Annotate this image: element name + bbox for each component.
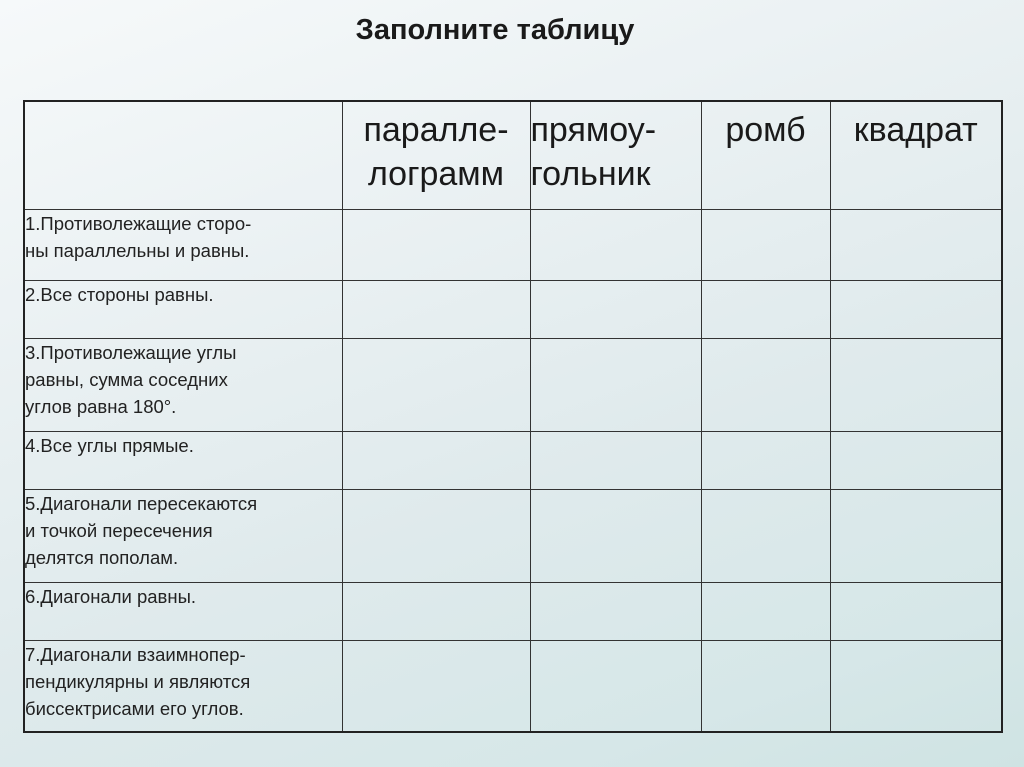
answer-cell[interactable] <box>530 431 701 489</box>
answer-cell[interactable] <box>701 338 830 431</box>
property-cell-6: 6.Диагонали равны. <box>24 582 342 640</box>
page-title: Заполните таблицу <box>355 14 635 46</box>
answer-cell[interactable] <box>701 640 830 732</box>
column-header-rhombus: ромб <box>701 101 830 209</box>
answer-cell[interactable] <box>530 338 701 431</box>
table-row <box>24 338 1002 431</box>
table-row <box>24 582 1002 640</box>
property-cell-7: 7.Диагонали взаимнопер- пендикулярны и являются биссектрисами его углов. <box>24 640 342 732</box>
answer-cell[interactable] <box>342 640 530 732</box>
answer-cell[interactable] <box>342 489 530 582</box>
answer-cell[interactable] <box>342 338 530 431</box>
answer-cell[interactable] <box>701 209 830 280</box>
answer-cell[interactable] <box>701 582 830 640</box>
property-cell-4: 4.Все углы прямые. <box>24 431 342 489</box>
answer-cell[interactable] <box>530 489 701 582</box>
answer-cell[interactable] <box>701 489 830 582</box>
corner-cell <box>24 101 342 209</box>
property-cell-1: 1.Противолежащие сторо- ны параллельны и равны. <box>24 209 342 280</box>
answer-cell[interactable] <box>830 280 1002 338</box>
answer-cell[interactable] <box>530 209 701 280</box>
answer-cell[interactable] <box>830 582 1002 640</box>
table-header-row <box>24 101 1002 209</box>
answer-cell[interactable] <box>830 338 1002 431</box>
table-row <box>24 209 1002 280</box>
table-row <box>24 280 1002 338</box>
answer-cell[interactable] <box>342 431 530 489</box>
table-row <box>24 431 1002 489</box>
column-header-rectangle: прямоу- гольник <box>530 101 701 209</box>
answer-cell[interactable] <box>530 280 701 338</box>
answer-cell[interactable] <box>342 209 530 280</box>
table-row <box>24 489 1002 582</box>
column-header-parallelogram: паралле- лограмм <box>342 101 530 209</box>
answer-cell[interactable] <box>342 280 530 338</box>
table-row <box>24 640 1002 732</box>
answer-cell[interactable] <box>830 489 1002 582</box>
answer-cell[interactable] <box>830 209 1002 280</box>
property-cell-2: 2.Все стороны равны. <box>24 280 342 338</box>
answer-cell[interactable] <box>701 280 830 338</box>
answer-cell[interactable] <box>530 582 701 640</box>
property-cell-3: 3.Противолежащие углы равны, сумма соседних углов равна 180°. <box>24 338 342 431</box>
answer-cell[interactable] <box>830 640 1002 732</box>
property-cell-5: 5.Диагонали пересекаются и точкой пересечения делятся пополам. <box>24 489 342 582</box>
answer-cell[interactable] <box>830 431 1002 489</box>
column-header-square: квадрат <box>830 101 1002 209</box>
answer-cell[interactable] <box>701 431 830 489</box>
answer-cell[interactable] <box>342 582 530 640</box>
answer-cell[interactable] <box>530 640 701 732</box>
properties-table <box>23 100 1003 733</box>
